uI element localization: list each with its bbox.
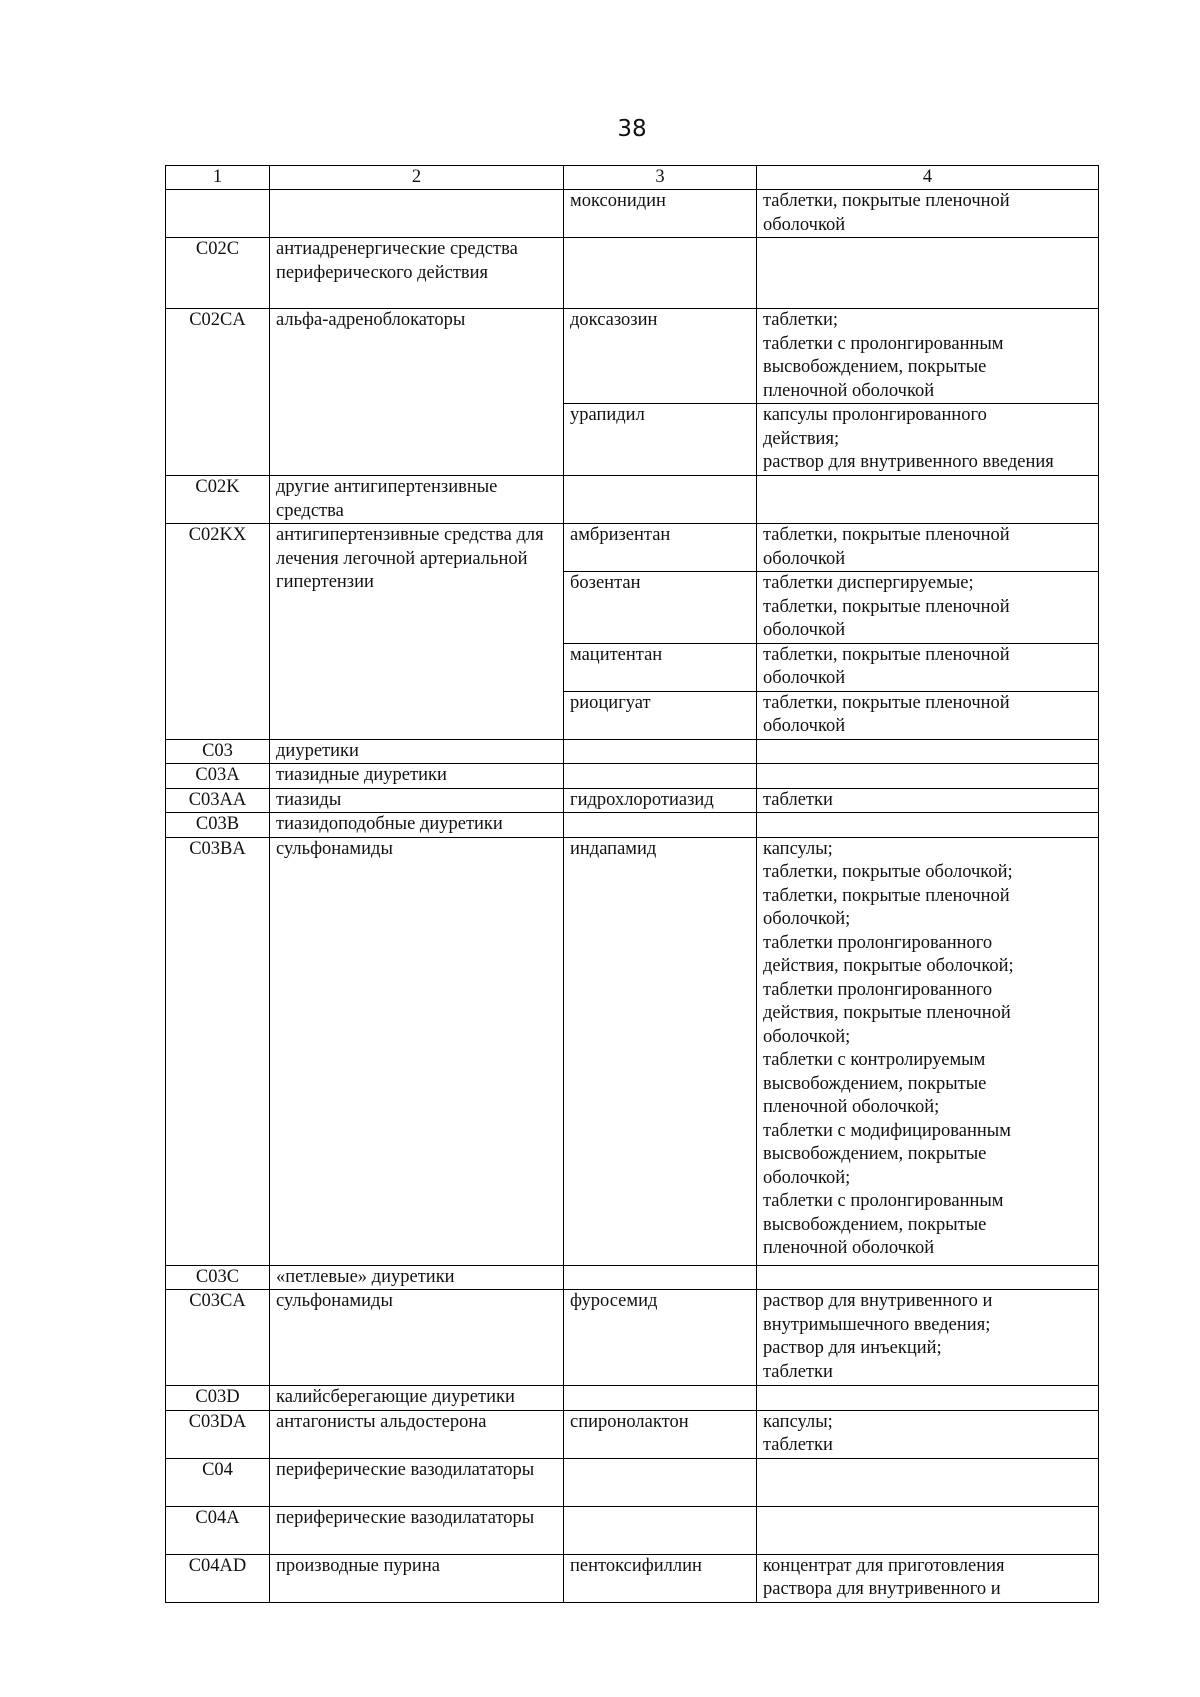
drug-cell: гидрохлоротиазид: [564, 788, 757, 813]
table-row: [166, 1290, 1099, 1386]
group-cell: антагонисты альдостерона: [270, 1410, 564, 1458]
code-cell: C02C: [166, 238, 270, 309]
form-line: таблетки с пролонгированным: [763, 1191, 1004, 1211]
drug-cell: [564, 476, 757, 524]
form-line: высвобождением, покрытые: [763, 1073, 987, 1094]
form-line: высвобождением, покрытые: [763, 357, 987, 377]
form-line: оболочкой;: [763, 909, 851, 929]
form-line: таблетки, покрытые пленочной: [763, 596, 1010, 617]
table-row: [166, 190, 1099, 238]
form-cell: [757, 238, 1099, 309]
form-cell: [757, 1458, 1099, 1506]
group-cell: тиазидоподобные диуретики: [270, 813, 564, 838]
table-row: [166, 739, 1099, 764]
drug-cell: мацитентан: [564, 643, 757, 691]
group-cell: [270, 190, 564, 238]
form-line: таблетки: [763, 1361, 833, 1382]
drug-cell: [564, 739, 757, 764]
group-cell: диуретики: [270, 739, 564, 764]
table-row: [166, 238, 1099, 309]
form-line: капсулы;: [763, 1411, 833, 1432]
form-line: пленочной оболочкой;: [763, 1097, 940, 1117]
form-line: действия, покрытые оболочкой;: [763, 956, 1014, 976]
drug-cell: индапамид: [564, 837, 757, 1265]
table-row: [166, 1458, 1099, 1506]
table-row: [166, 524, 1099, 572]
group-cell: тиазидные диуретики: [270, 764, 564, 789]
group-cell: антигипертензивные средства для лечения легочной артериальной гипертензии: [270, 524, 564, 740]
drug-cell: [564, 813, 757, 838]
form-cell: [757, 1386, 1099, 1411]
medication-table: [165, 165, 1099, 1603]
form-line: оболочкой;: [763, 1167, 851, 1188]
form-cell: [757, 572, 1099, 644]
form-cell: [757, 1265, 1099, 1290]
drug-cell: спиронолактон: [564, 1410, 757, 1458]
code-cell: C03AA: [166, 788, 270, 813]
form-line: капсулы;: [763, 838, 833, 859]
table-row: [166, 309, 1099, 404]
drug-cell: амбризентан: [564, 524, 757, 572]
form-line: таблетки, покрытые пленочной: [763, 525, 1010, 545]
form-line: оболочкой: [763, 548, 846, 569]
table-row: [166, 1506, 1099, 1554]
drug-cell: [564, 1458, 757, 1506]
form-line: таблетки, покрытые пленочной: [763, 885, 1010, 906]
form-line: раствор для инъекций;: [763, 1338, 942, 1358]
form-cell: [757, 404, 1099, 476]
drug-cell: моксонидин: [564, 190, 757, 238]
table-header-row: [166, 166, 1099, 190]
header-cell: 3: [564, 166, 757, 190]
form-line: таблетки, покрытые пленочной: [763, 191, 1010, 211]
form-line: раствор для внутривенного и: [763, 1291, 993, 1311]
form-line: таблетки пролонгированного: [763, 932, 993, 953]
group-cell: периферические вазодилататоры: [270, 1458, 564, 1506]
header-cell: 4: [757, 166, 1099, 190]
form-line: таблетки пролонгированного: [763, 979, 993, 1000]
form-line: внутримышечного введения;: [763, 1314, 991, 1335]
table-row: [166, 764, 1099, 789]
code-cell: C04AD: [166, 1554, 270, 1602]
table-row: [166, 788, 1099, 813]
form-line: таблетки с контролируемым: [763, 1050, 986, 1070]
table-row: [166, 476, 1099, 524]
form-line: капсулы пролонгированного: [763, 405, 987, 425]
form-cell: [757, 739, 1099, 764]
code-cell: C03D: [166, 1386, 270, 1411]
form-cell: [757, 476, 1099, 524]
form-cell: [757, 1410, 1099, 1458]
code-cell: C02CA: [166, 309, 270, 476]
code-cell: C03BA: [166, 837, 270, 1265]
form-line: оболочкой: [763, 668, 846, 688]
code-cell: C03B: [166, 813, 270, 838]
drug-cell: доксазозин: [564, 309, 757, 404]
group-cell: периферические вазодилататоры: [270, 1506, 564, 1554]
drug-cell: [564, 238, 757, 309]
drug-cell: пентоксифиллин: [564, 1554, 757, 1602]
table-row: [166, 1554, 1099, 1602]
form-cell: [757, 643, 1099, 691]
group-cell: антиадренергические средства периферического действия: [270, 238, 564, 309]
form-line: таблетки;: [763, 310, 839, 330]
form-line: высвобождением, покрытые: [763, 1214, 987, 1235]
code-cell: C03A: [166, 764, 270, 789]
group-cell: альфа-адреноблокаторы: [270, 309, 564, 476]
group-cell: калийсберегающие диуретики: [270, 1386, 564, 1411]
form-line: оболочкой: [763, 716, 846, 736]
drug-cell: бозентан: [564, 572, 757, 644]
drug-cell: риоцигуат: [564, 691, 757, 739]
code-cell: C02KX: [166, 524, 270, 740]
form-line: оболочкой: [763, 214, 846, 235]
form-line: раствора для внутривенного и: [763, 1579, 1001, 1599]
form-cell: [757, 788, 1099, 813]
form-line: таблетки, покрытые оболочкой;: [763, 862, 1013, 882]
group-cell: другие антигипертензивные средства: [270, 476, 564, 524]
form-cell: [757, 1554, 1099, 1602]
form-line: пленочной оболочкой: [763, 380, 935, 401]
form-line: действия;: [763, 428, 840, 449]
form-line: действия, покрытые пленочной: [763, 1003, 1011, 1023]
form-line: оболочкой: [763, 620, 846, 640]
code-cell: C04: [166, 1458, 270, 1506]
form-cell: [757, 813, 1099, 838]
table-row: [166, 1386, 1099, 1411]
group-cell: сульфонамиды: [270, 1290, 564, 1386]
code-cell: C04A: [166, 1506, 270, 1554]
form-line: таблетки: [763, 1435, 833, 1455]
form-line: таблетки с модифицированным: [763, 1120, 1011, 1141]
form-line: раствор для внутривенного введения: [763, 452, 1054, 472]
drug-cell: урапидил: [564, 404, 757, 476]
group-cell: производные пурина: [270, 1554, 564, 1602]
form-cell: [757, 691, 1099, 739]
drug-cell: [564, 1506, 757, 1554]
code-cell: C03CA: [166, 1290, 270, 1386]
drug-cell: [564, 764, 757, 789]
form-cell: [757, 837, 1099, 1265]
table-row: [166, 1410, 1099, 1458]
code-cell: C03: [166, 739, 270, 764]
form-line: таблетки: [763, 789, 833, 810]
header-cell: 1: [166, 166, 270, 190]
form-cell: [757, 1506, 1099, 1554]
form-line: концентрат для приготовления: [763, 1555, 1005, 1576]
form-line: таблетки, покрытые пленочной: [763, 692, 1010, 713]
table-row: [166, 1265, 1099, 1290]
form-cell: [757, 1290, 1099, 1386]
form-line: таблетки диспергируемые;: [763, 573, 974, 593]
code-cell: [166, 190, 270, 238]
group-cell: «петлевые» диуретики: [270, 1265, 564, 1290]
drug-cell: [564, 1386, 757, 1411]
form-cell: [757, 309, 1099, 404]
form-line: пленочной оболочкой: [763, 1238, 935, 1258]
drug-cell: фуросемид: [564, 1290, 757, 1386]
form-line: оболочкой;: [763, 1026, 851, 1047]
code-cell: C03C: [166, 1265, 270, 1290]
form-cell: [757, 524, 1099, 572]
drug-cell: [564, 1265, 757, 1290]
form-cell: [757, 764, 1099, 789]
form-line: таблетки, покрытые пленочной: [763, 644, 1010, 665]
group-cell: сульфонамиды: [270, 837, 564, 1265]
table-row: [166, 813, 1099, 838]
table-row: [166, 837, 1099, 1265]
form-line: высвобождением, покрытые: [763, 1144, 987, 1164]
page-number: 38: [617, 116, 647, 142]
header-cell: 2: [270, 166, 564, 190]
form-line: таблетки с пролонгированным: [763, 333, 1004, 354]
group-cell: тиазиды: [270, 788, 564, 813]
code-cell: C03DA: [166, 1410, 270, 1458]
form-cell: [757, 190, 1099, 238]
code-cell: C02K: [166, 476, 270, 524]
